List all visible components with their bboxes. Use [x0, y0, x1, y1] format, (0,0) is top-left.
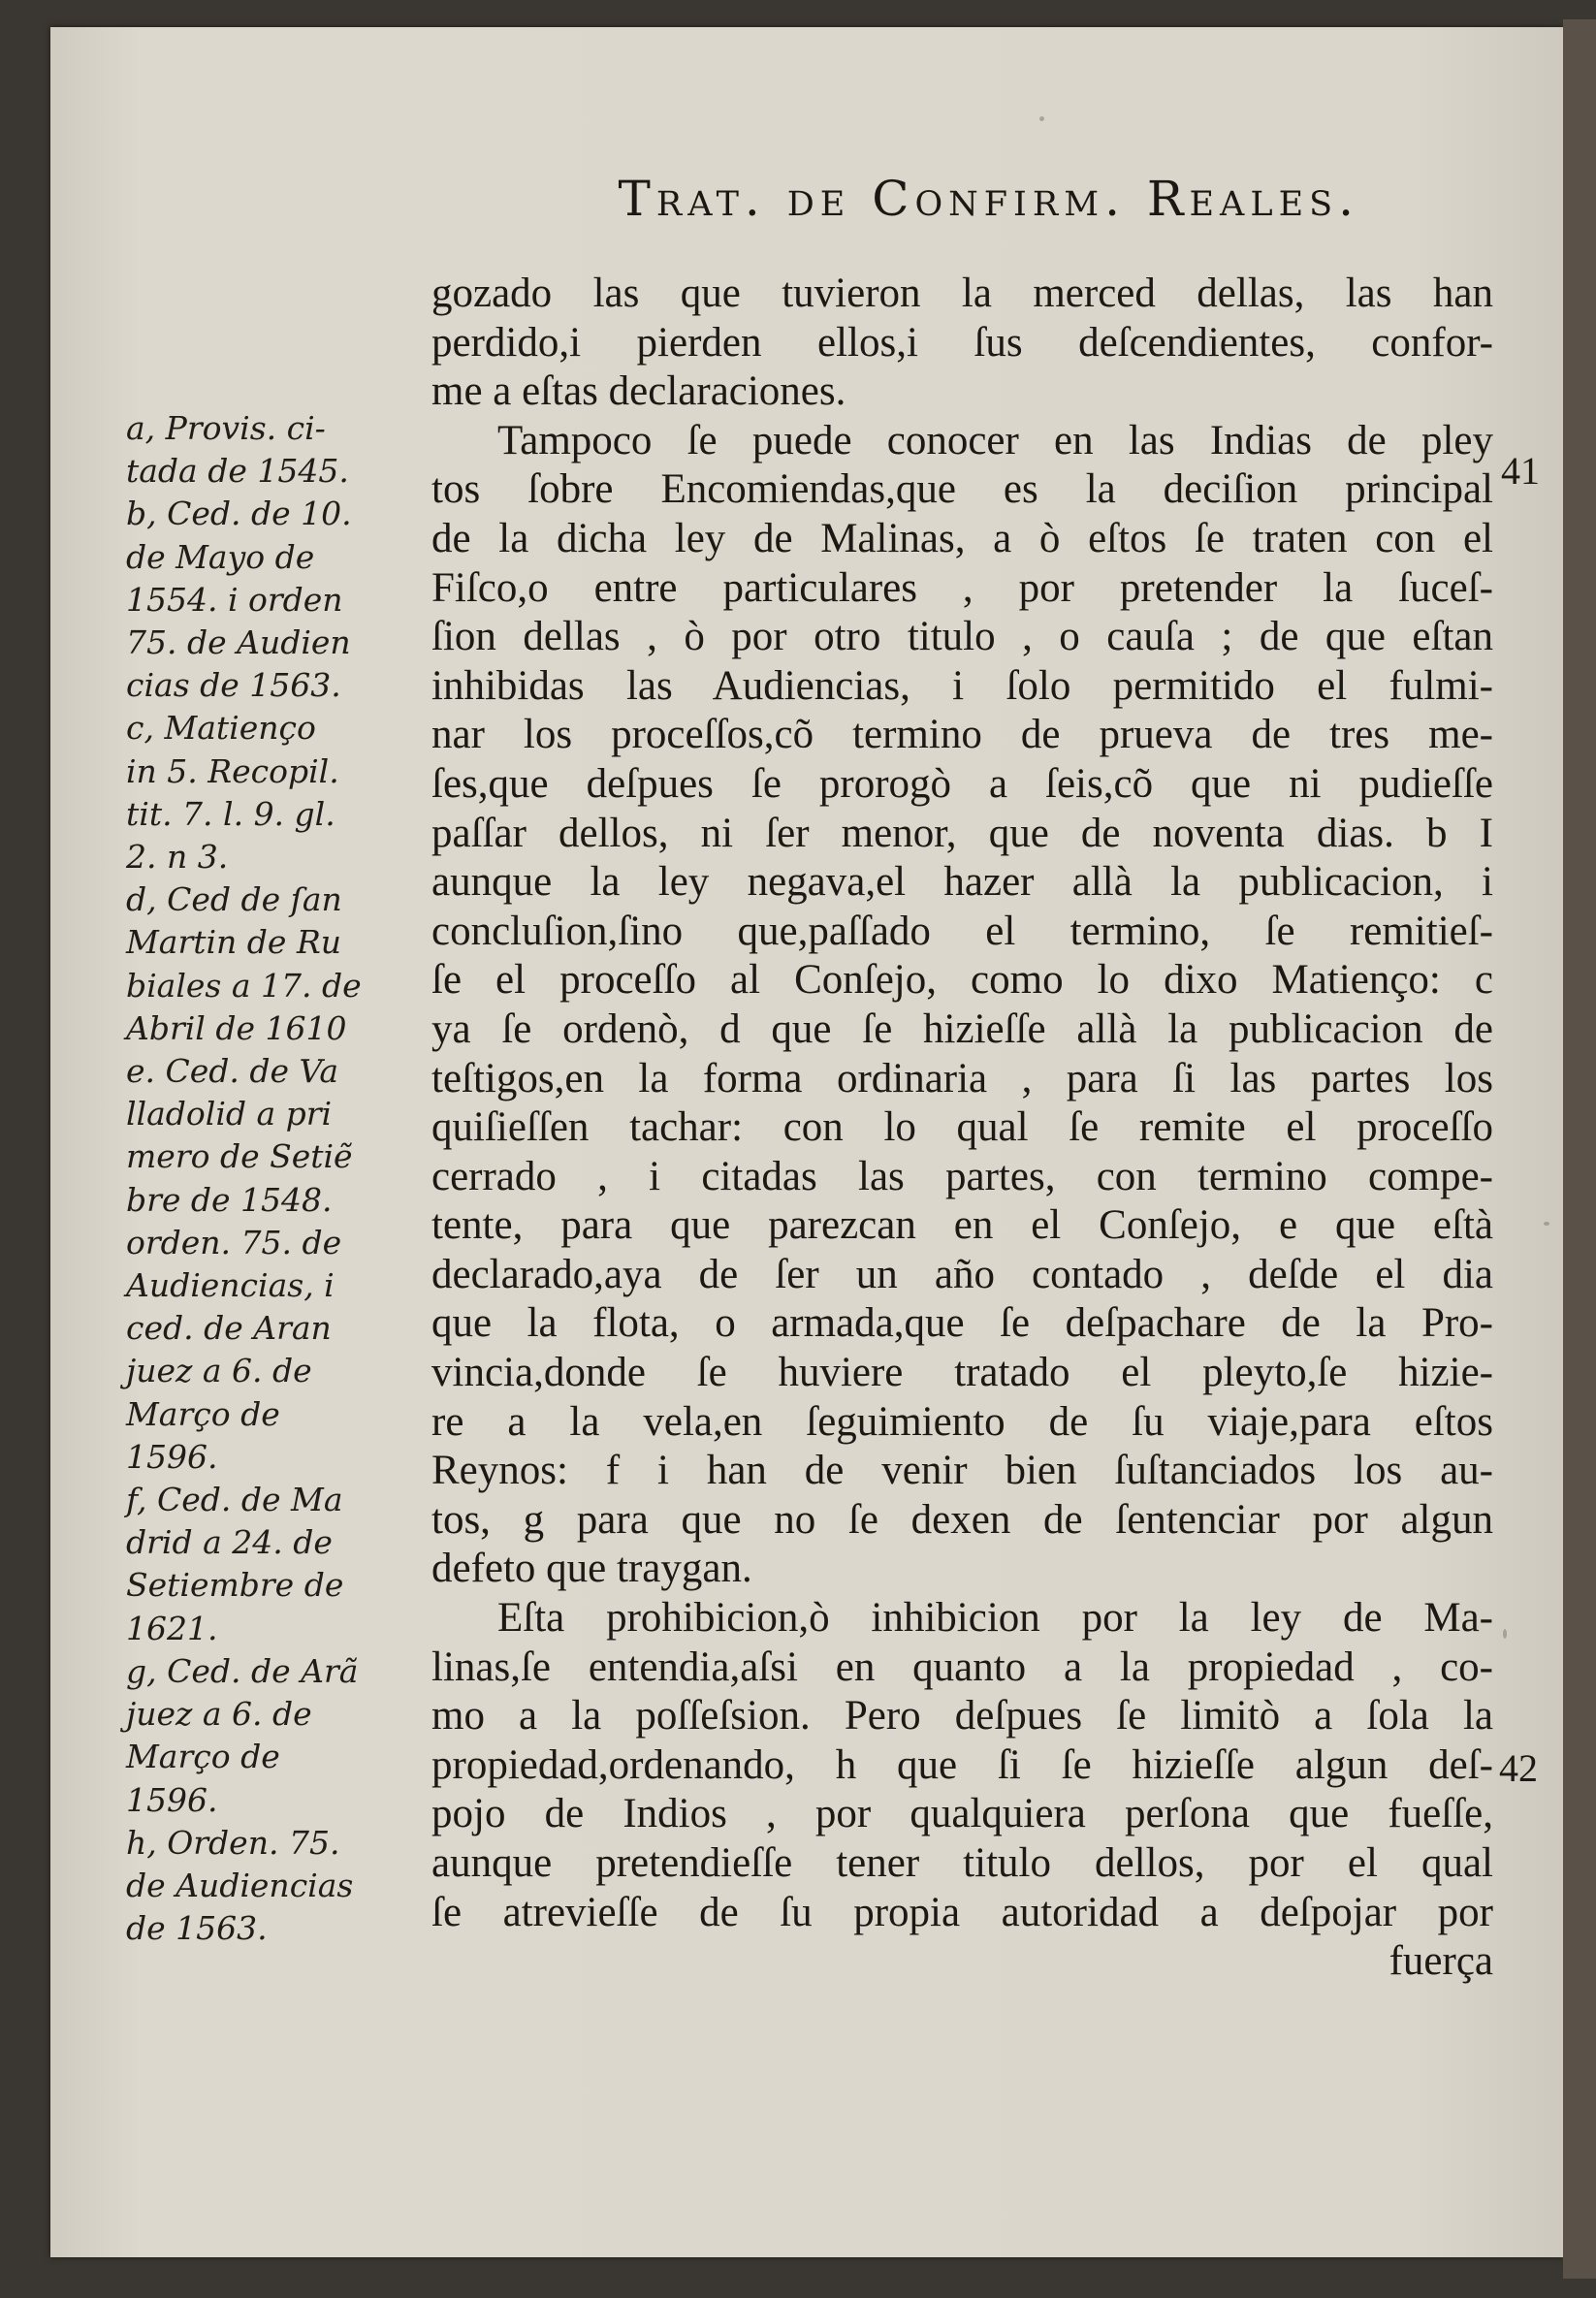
text-line: defeto que traygan.: [431, 1546, 752, 1592]
paragraph-number-42: 42: [1499, 1746, 1538, 1790]
text-line: teſtigos,en la forma ordinaria , para ſi las partes los: [431, 1055, 1493, 1101]
text-line: inhibidas las Audiencias, i ſolo permitido el fulmi-: [431, 662, 1493, 709]
text-line: quiſieſſen tachar: con lo qual ſe remite el proceſſo: [431, 1104, 1493, 1151]
text-line: ſion dellas , ò por otro titulo , o cauſa ; de que eſtan: [431, 614, 1493, 660]
text-line: ſe el proceſſo al Conſejo, como lo dixo Matienço: c: [431, 957, 1493, 1004]
text-line: aunque la ley negava,el hazer allà la publicacion, i: [431, 859, 1493, 906]
text-line: mo a la poſſeſsion. Pero deſpues ſe limitò a ſola la: [431, 1693, 1493, 1739]
catchword: fuerça: [1389, 1938, 1493, 1985]
text-line: gozado las que tuvieron la merced dellas, las han: [431, 271, 1493, 316]
text-line: me a eſtas declaraciones.: [431, 368, 846, 415]
paragraph-start: Eſta prohibicion,ò inhibicion por la ley de Ma-: [497, 1595, 1493, 1642]
text-line: que la flota, o armada,que ſe deſpachare de la Pro-: [431, 1300, 1493, 1347]
paper-speck: [1503, 1629, 1507, 1639]
text-line: pojo de Indios , por qualquiera perſona que fueſſe,: [431, 1791, 1493, 1837]
marginal-notes: [126, 407, 417, 1950]
text-line: Reynos: f i han de venir bien ſuſtanciados los au-: [431, 1448, 1493, 1494]
text-line: de la dicha ley de Malinas, a ò eſtos ſe traten con el: [431, 515, 1493, 561]
text-line: ya ſe ordenò, d que ſe hizieſſe allà la publicacion de: [431, 1005, 1493, 1052]
body-text: [431, 270, 1493, 1987]
text-line: tos ſobre Encomiendas,que es la deciſion principal: [431, 466, 1493, 513]
text-line: vincia,donde ſe huviere tratado el pleyto,ſe hizie-: [431, 1350, 1493, 1396]
side-note-e: e. Ced. de Va lladolid a pri mero de Setiẽ bre de 1548. orden. 75. de Audiencias, i ced. de Aran juez a 6. de Março de 1596.: [126, 1052, 353, 1476]
text-line: paſſar dellos, ni ſer menor, que de noventa dias. b I: [431, 810, 1493, 856]
side-note-c: c, Matienço in 5. Recopil. tit. 7. l. 9. gl. 2. n 3.: [126, 709, 339, 877]
text-line: aunque pretendieſſe tener titulo dellos, por el qual: [431, 1840, 1493, 1886]
text-line: perdido,i pierden ellos,i ſus deſcendientes, confor-: [431, 319, 1493, 366]
side-note-f: f, Ced. de Ma drid a 24. de Setiembre de 1621.: [126, 1481, 344, 1647]
paper-speck: [1039, 116, 1044, 121]
text-line: concluſion,ſino que,paſſado el termino, ſe remitieſ-: [431, 908, 1493, 954]
text-line: declarado,aya de ſer un año contado , deſde el dia: [431, 1251, 1493, 1297]
text-line: cerrado , i citadas las partes, con termino compe-: [431, 1153, 1493, 1199]
text-line: Fiſco,o entre particulares , por pretender la ſuceſ-: [431, 564, 1493, 611]
adjacent-page-edge: [1563, 19, 1596, 2279]
text-line: linas,ſe entendia,aſsi en quanto a la propiedad , co-: [431, 1644, 1493, 1690]
text-line: re a la vela,en ſeguimiento de ſu viaje,para eſtos: [431, 1398, 1493, 1445]
text-line: nar los proceſſos,cõ termino de prueva de tres me-: [431, 712, 1493, 758]
side-note-g: g, Ced. de Arã juez a 6. de Março de 1596.: [126, 1651, 359, 1819]
text-line: tos, g para que no ſe dexen de ſentenciar por algun: [431, 1496, 1493, 1543]
text-line: tente, para que parezcan en el Conſejo, e que eſtà: [431, 1202, 1493, 1249]
book-page: [50, 27, 1563, 2257]
text-line: ſes,que deſpues ſe prorogò a ſeis,cõ que ni pudieſſe: [431, 760, 1493, 807]
text-line: ſe atrevieſſe de ſu propia autoridad a deſpojar por: [431, 1889, 1493, 1935]
paragraph-start: Tampoco ſe puede conocer en las Indias de pley: [497, 417, 1493, 463]
paper-speck: [1544, 1222, 1549, 1226]
text-line: propiedad,ordenando, h que ſi ſe hizieſſe algun deſ-: [431, 1741, 1493, 1788]
side-note-h: h, Orden. 75. de Audiencias de 1563.: [126, 1823, 354, 1948]
paragraph-number-41: 41: [1501, 449, 1540, 493]
side-note-d: d, Ced de ſan Martin de Ru biales a 17. de Abril de 1610: [126, 880, 362, 1047]
running-head: Trat. de Confirm. Reales.: [618, 171, 1359, 227]
side-note-a: a, Provis. ci- tada de 1545.: [126, 409, 349, 491]
side-note-b: b, Ced. de 10. de Mayo de 1554. i orden 75. de Audien cias de 1563.: [126, 495, 352, 705]
